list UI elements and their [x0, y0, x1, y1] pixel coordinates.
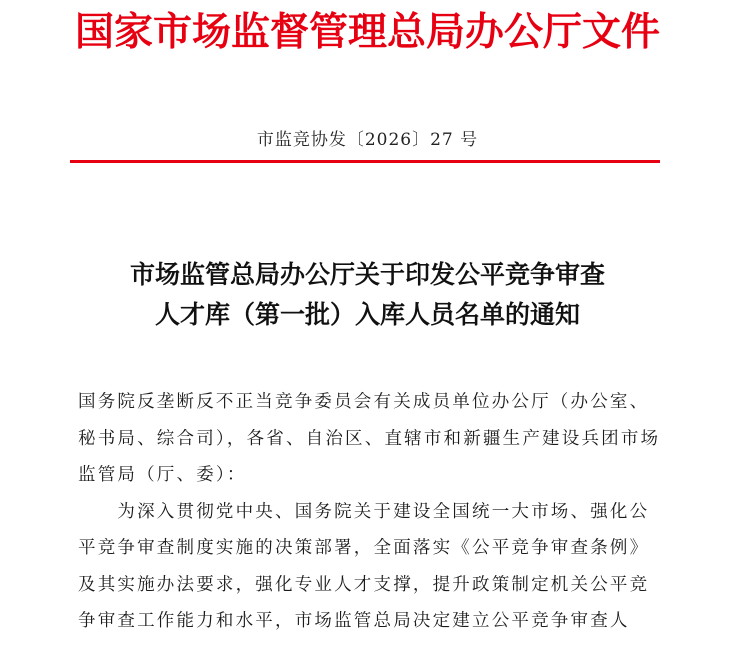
notice-title-line-1: 市场监管总局办公厅关于印发公平竞争审查: [129, 260, 605, 289]
body-line: 及其实施办法要求，强化专业人才支撑，提升政策制定机关公平竞: [78, 574, 650, 595]
document-body: [78, 384, 670, 640]
addressee-line: 监管局（厅、委）：: [78, 465, 247, 485]
notice-title: [0, 255, 735, 335]
body-line: 争审查工作能力和水平，市场监管总局决定建立公平竞争审查人: [78, 611, 630, 631]
body-line: 为深入贯彻党中央、国务院关于建设全国统一大市场、强化公: [78, 501, 650, 522]
issuing-authority-header: 国家市场监督管理总局办公厅文件: [74, 9, 660, 55]
addressee-line: 秘书局、综合司），各省、自治区、直辖市和新疆生产建设兵团市场: [78, 428, 661, 449]
addressee-line: 国务院反垄断反不正当竞争委员会有关成员单位办公厅（办公室、: [78, 392, 650, 412]
notice-title-line-2: 人才库（第一批）入库人员名单的通知: [154, 300, 580, 329]
body-paragraph: [78, 494, 670, 640]
document-number: 市监竞协发〔2026〕27 号: [256, 130, 479, 150]
red-separator-rule: [70, 160, 660, 163]
addressee-paragraph: [78, 384, 670, 494]
body-line: 平竞争审查制度实施的决策部署，全面落实《公平竞争审查条例》: [78, 538, 650, 558]
